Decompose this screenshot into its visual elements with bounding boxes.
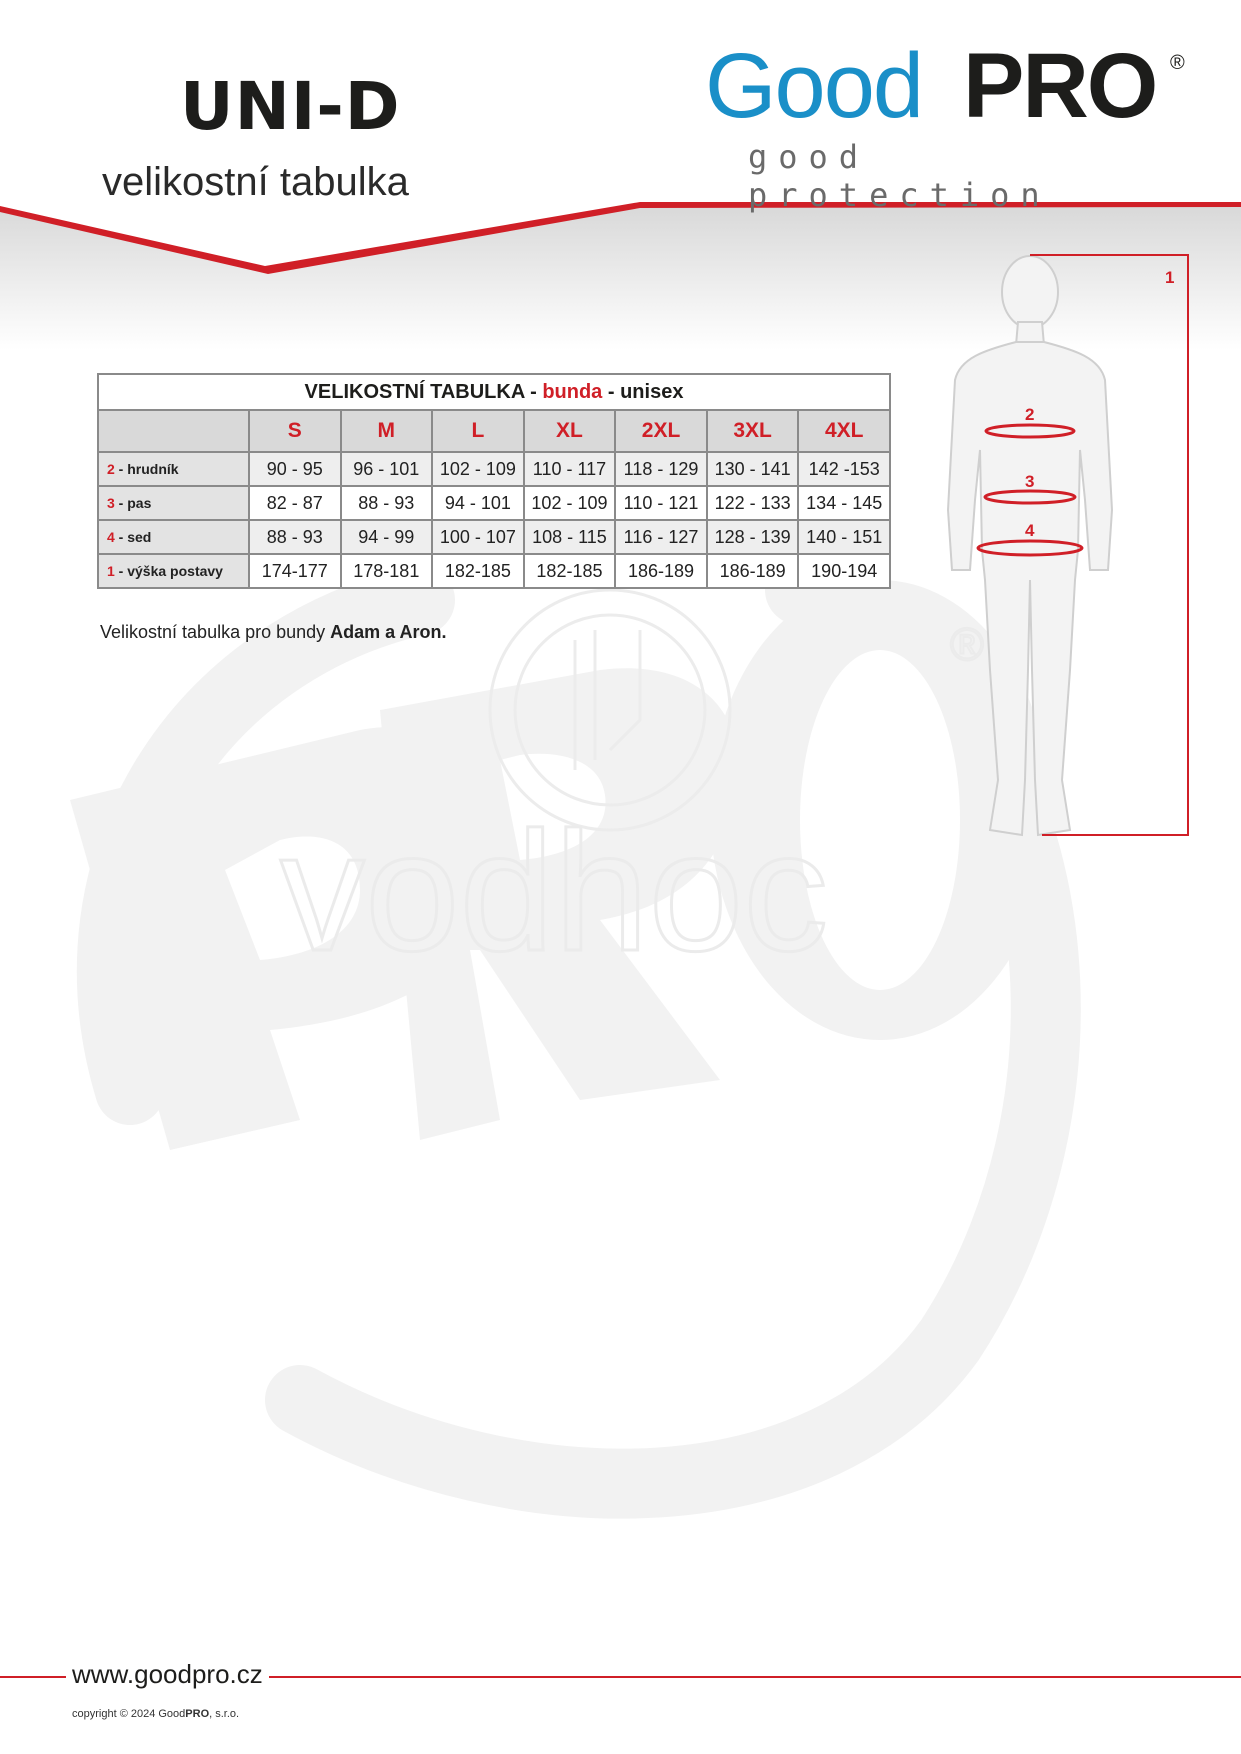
- table-cell: 94 - 101: [432, 486, 524, 520]
- table-cell: 88 - 93: [341, 486, 433, 520]
- table-cell: 186-189: [615, 554, 707, 588]
- table-cell: 130 - 141: [707, 452, 799, 486]
- goodpro-logo: [700, 35, 1200, 214]
- size-table: [97, 373, 891, 589]
- table-cell: 118 - 129: [615, 452, 707, 486]
- size-header: 2XL: [615, 410, 707, 452]
- table-cell: 182-185: [524, 554, 616, 588]
- row-label: 3 - pas: [98, 486, 249, 520]
- table-cell: 90 - 95: [249, 452, 341, 486]
- table-cell: 82 - 87: [249, 486, 341, 520]
- size-header: M: [341, 410, 433, 452]
- table-cell: 182-185: [432, 554, 524, 588]
- logo-good-text: Good: [705, 35, 923, 137]
- page-subtitle: velikostní tabulka: [102, 160, 409, 204]
- table-cell: 134 - 145: [798, 486, 890, 520]
- logo-tagline: good protection: [748, 138, 1051, 214]
- table-cell: 186-189: [707, 554, 799, 588]
- table-cell: 102 - 109: [432, 452, 524, 486]
- table-cell: 190-194: [798, 554, 890, 588]
- table-cell: 108 - 115: [524, 520, 616, 554]
- size-header: L: [432, 410, 524, 452]
- table-note: Velikostní tabulka pro bundy Adam a Aron.: [100, 622, 447, 642]
- table-row-seat: [98, 520, 890, 554]
- table-cell: 122 - 133: [707, 486, 799, 520]
- marker-chest: 2: [1025, 405, 1035, 424]
- size-header: 4XL: [798, 410, 890, 452]
- table-cell: 128 - 139: [707, 520, 799, 554]
- table-cell: 100 - 107: [432, 520, 524, 554]
- svg-text:®: ®: [950, 618, 984, 670]
- body-measurement-figure: [930, 250, 1200, 845]
- registered-mark: ®: [1170, 52, 1185, 74]
- marker-waist: 3: [1025, 472, 1035, 491]
- table-cell: 178-181: [341, 554, 433, 588]
- table-cell: 110 - 117: [524, 452, 616, 486]
- row-label: 2 - hrudník: [98, 452, 249, 486]
- svg-text:vodhoc: vodhoc: [280, 797, 829, 987]
- table-row-waist: [98, 486, 890, 520]
- size-header: 3XL: [707, 410, 799, 452]
- copyright-text: copyright © 2024 GoodPRO, s.r.o.: [72, 1708, 240, 1720]
- marker-seat: 4: [1025, 521, 1035, 540]
- table-cell: 174-177: [249, 554, 341, 588]
- header-empty-cell: [98, 410, 249, 452]
- table-cell: 110 - 121: [615, 486, 707, 520]
- table-cell: 140 - 151: [798, 520, 890, 554]
- logo-pro-text: PRO: [963, 35, 1157, 137]
- row-label: 1 - výška postavy: [98, 554, 249, 588]
- size-header: XL: [524, 410, 616, 452]
- table-cell: 142 -153: [798, 452, 890, 486]
- size-header: S: [249, 410, 341, 452]
- marker-height: 1: [1165, 268, 1175, 287]
- size-header-row: [98, 410, 890, 452]
- table-row-chest: [98, 452, 890, 486]
- product-title: UNI-D: [180, 68, 401, 145]
- table-row-height: [98, 554, 890, 588]
- table-cell: 88 - 93: [249, 520, 341, 554]
- row-label: 4 - sed: [98, 520, 249, 554]
- footer-website-link[interactable]: www.goodpro.cz: [66, 1659, 269, 1690]
- table-caption: VELIKOSTNÍ TABULKA - bunda - unisex: [98, 374, 890, 410]
- table-cell: 94 - 99: [341, 520, 433, 554]
- table-cell: 96 - 101: [341, 452, 433, 486]
- table-cell: 116 - 127: [615, 520, 707, 554]
- table-cell: 102 - 109: [524, 486, 616, 520]
